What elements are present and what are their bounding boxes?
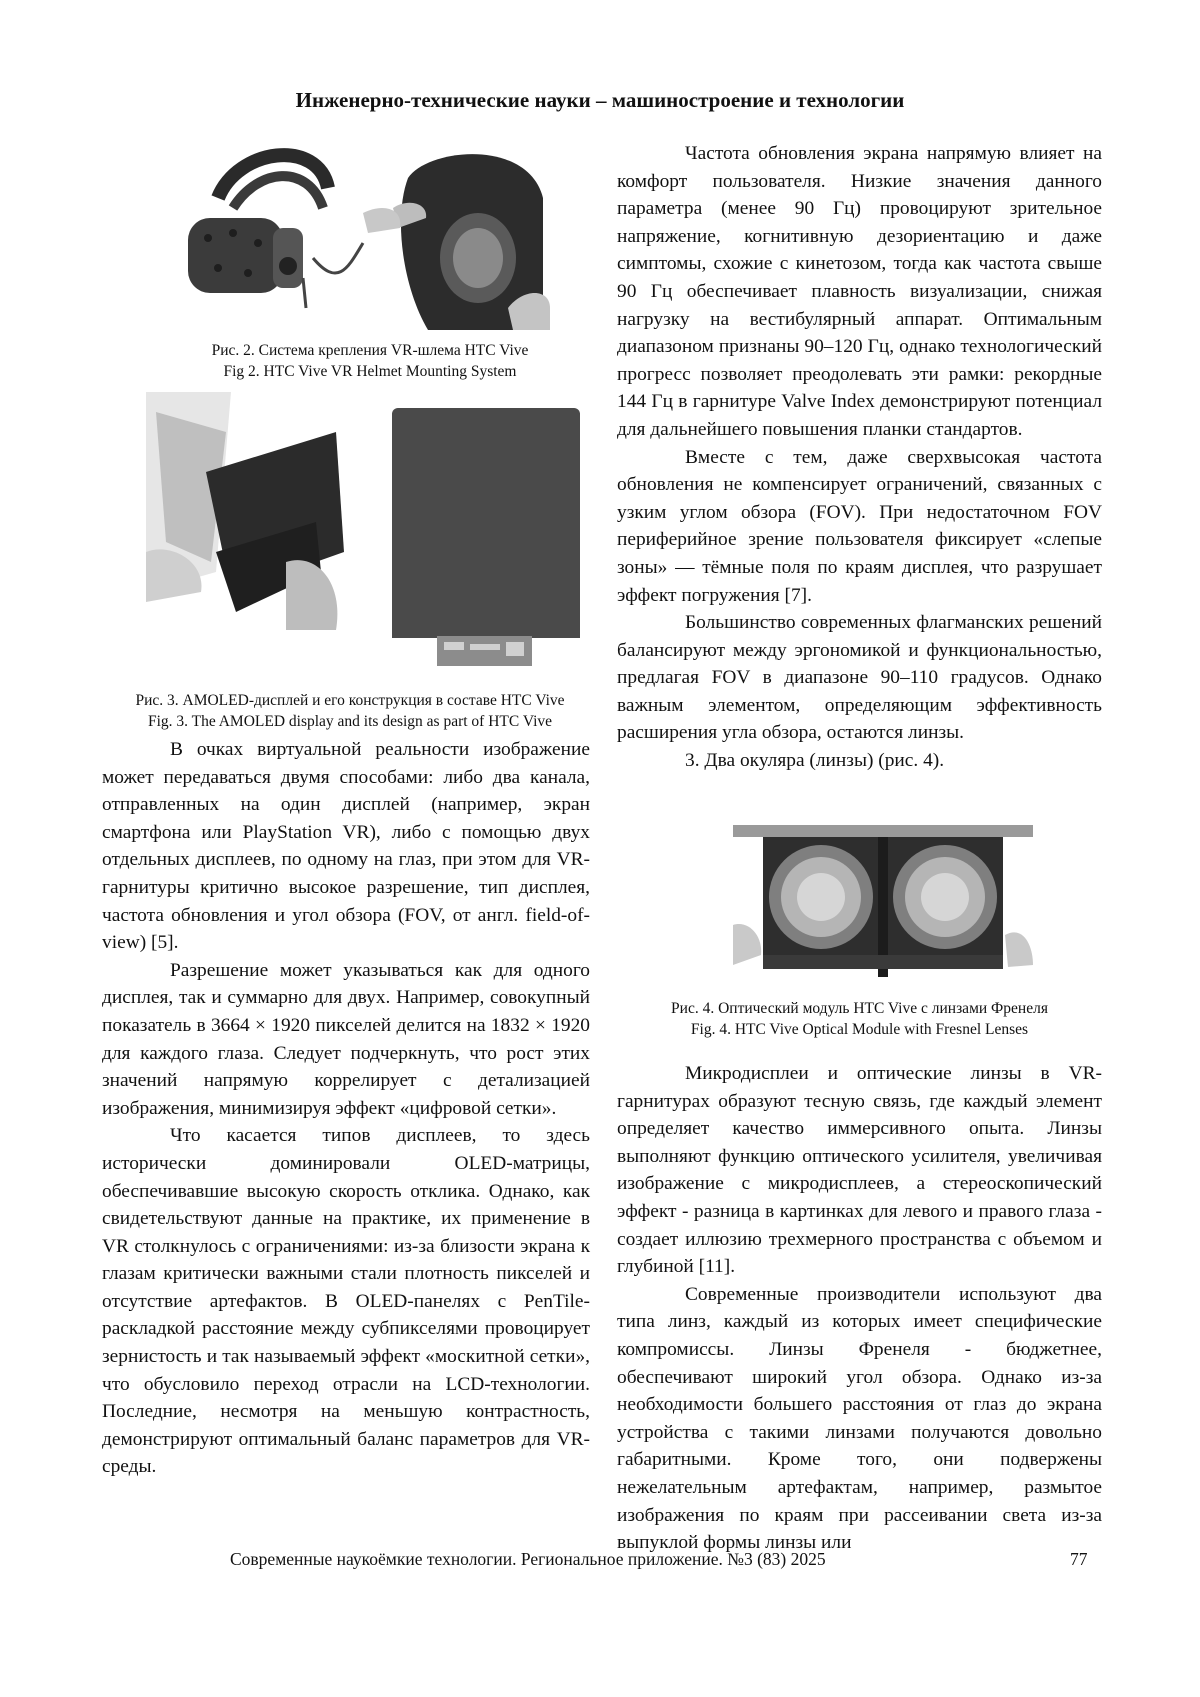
figure-4-caption-ru: Рис. 4. Оптический модуль HTC Vive с линзами Френеля bbox=[671, 1000, 1048, 1017]
right-paragraph-6: Современные производители используют два типа линз, каждый из которых имеет специфические компромиссы. Линзы Френеля - бюджетнее, обеспечивают широкий угол обзора. Однако из-за необходимости большего расстояния от глаз до экрана устройства с такими линзами получаются довольно габаритными. Кроме того, они подвержены нежелательным артефактам, например, размытое изображения по краям при рассеивании света из-за выпуклой формы линзы или bbox=[617, 1283, 1102, 1554]
right-list-item-3: 3. Два окуляра (линзы) (рис. 4). bbox=[685, 750, 945, 772]
left-column bbox=[102, 736, 590, 1481]
right-column-lower bbox=[617, 1060, 1102, 1557]
page-number: 77 bbox=[1070, 1549, 1088, 1569]
left-paragraph-3: Что касается типов дисплеев, то здесь исторически доминировали OLED-матрицы, обеспечивавшие высокую скорость отклика. Однако, как свидетельствуют данные на практике, их применение в VR столкнулось с ограничениями: из-за близости экрана к глазам критически важными стали плотность пикселей и отсутствие артефактов. В OLED-панелях с PenTile-раскладкой расстояние между субпикселями провоцирует зернистость и так называемый эффект «москитной сетки», что обусловило переход отрасли на LCD-технологии. Последние, несмотря на меньшую контрастность, демонстрируют оптимальный баланс параметров для VR-среды. bbox=[102, 1125, 590, 1478]
figure-4-caption-en: Fig. 4. HTC Vive Optical Module with Fresnel Lenses bbox=[690, 1021, 1029, 1038]
left-paragraph-1: В очках виртуальной реальности изображение может передаваться двумя способами: либо два канала, отправленных на один дисплей (например, экран смартфона или PlayStation VR), либо с помощью двух отдельных дисплеев, по одному на глаз, при этом для VR-гарнитуры критично высокое разрешение, тип дисплея, частота обновления и угол обзора (FOV, от англ. field-of-view) [5]. bbox=[102, 739, 590, 954]
figure-3-caption-en: Fig. 3. The AMOLED display and its design as part of HTC Vive bbox=[147, 713, 553, 730]
figure-2-caption-ru: Рис. 2. Система крепления VR-шлема HTC Vive bbox=[211, 342, 529, 359]
figure-3-image-right bbox=[392, 408, 580, 684]
figure-2-image bbox=[178, 138, 550, 330]
figure-2-caption bbox=[110, 340, 630, 382]
right-paragraph-1: Частота обновления экрана напрямую влияет на комфорт пользователя. Низкие значения данного параметра (менее 90 Гц) провоцируют зрительное напряжение, когнитивную дезориентацию и даже симптомы, схожие с кинетозом, тогда как частота свыше 90 Гц обеспечивает плавность визуализации, снижая нагрузку на вестибулярный аппарат. Оптимальным диапазоном признаны 90–120 Гц, однако технологический прогресс позволяет преодолевать эти рамки: рекордные 144 Гц в гарнитуре Valve Index демонстрируют потенциал для дальнейшего повышения планки стандартов. bbox=[617, 143, 1102, 440]
figure-2-caption-en: Fig 2. HTC Vive VR Helmet Mounting System bbox=[223, 363, 517, 380]
journal-title: Современные наукоёмкие технологии. Региональное приложение. №3 (83) 2025 bbox=[230, 1549, 826, 1569]
right-column-upper bbox=[617, 140, 1102, 775]
left-paragraph-2: Разрешение может указываться как для одного дисплея, так и суммарно для двух. Например, совокупный показатель в 3664 × 1920 пикселей делится на 1832 × 1920 для каждого глаза. Следует подчеркнуть, что рост этих значений напрямую коррелирует с детализацией изображения, минимизируя эффект «цифровой сетки». bbox=[102, 959, 590, 1119]
running-header: Инженерно-технические науки – машиностроение и технологии bbox=[295, 88, 905, 112]
figure-3-caption-ru: Рис. 3. AMOLED-дисплей и его конструкция в составе HTC Vive bbox=[135, 692, 565, 709]
figure-4-caption bbox=[617, 998, 1102, 1040]
right-paragraph-2: Вместе с тем, даже сверхвысокая частота обновления не компенсирует ограничений, связанных с узким углом обзора (FOV). При недостаточном FOV периферийное зрение пользователя фиксирует «слепые зоны» — тёмные поля по краям дисплея, что разрушает эффект погружения [7]. bbox=[617, 446, 1102, 606]
right-paragraph-5: Микродисплеи и оптические линзы в VR-гарнитурах образуют тесную связь, где каждый элемент определяет качество иммерсивного опыта. Линзы выполняют функцию оптического усилителя, увеличивая изображение с микродисплеев, а стереоскопический эффект - разница в картинках для левого и правого глаза - создает иллюзию трехмерного пространства с объемом и глубиной [11]. bbox=[617, 1063, 1102, 1278]
figure-3-caption bbox=[90, 690, 610, 732]
figure-3-image-left bbox=[146, 392, 344, 630]
right-paragraph-3: Большинство современных флагманских решений балансируют между эргономикой и функциональностью, предлагая FOV в диапазоне 90–110 градусов. Однако важным элементом, определяющим эффективность расширения угла обзора, остаются линзы. bbox=[617, 612, 1102, 744]
figure-4-image bbox=[733, 815, 1033, 983]
